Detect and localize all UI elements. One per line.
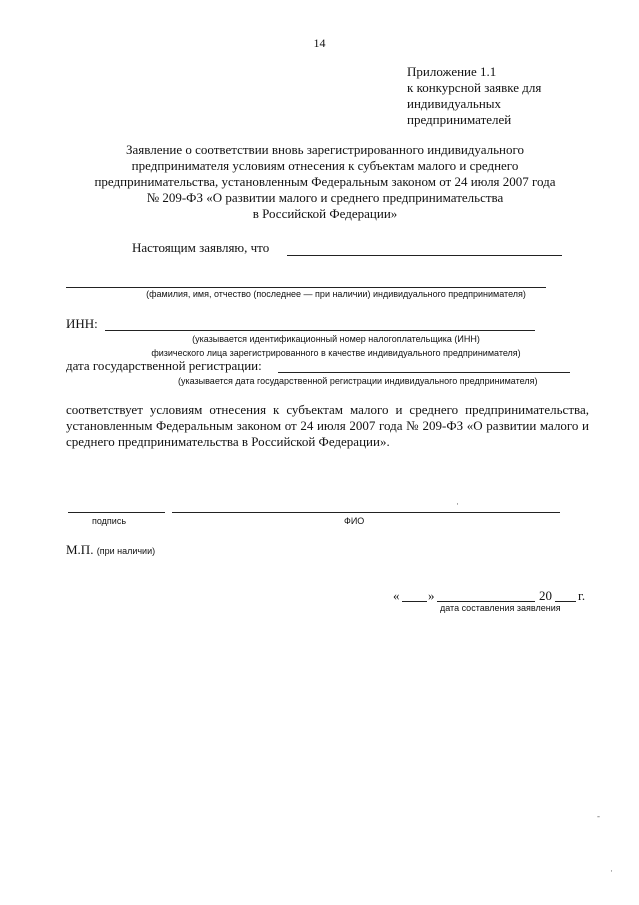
date-quote-open: « xyxy=(393,588,400,603)
date-year-fill-line[interactable] xyxy=(555,601,576,602)
signature-fio-caption: ФИО xyxy=(344,516,365,526)
registration-date-label: дата государственной регистрации: xyxy=(66,358,262,373)
document-title xyxy=(60,142,590,222)
title-line-1: Заявление о соответствии вновь зарегистрированного индивидуального xyxy=(125,142,525,157)
appendix-line-2: к конкурсной заявке для xyxy=(407,80,542,95)
inn-caption-line-2: физического лица зарегистрированного в качестве индивидуального предпринимателя) xyxy=(151,348,521,358)
date-quote-close: » xyxy=(428,588,435,603)
fio-fill-line[interactable] xyxy=(66,287,546,288)
stamp-place-label xyxy=(66,542,155,558)
registration-date-caption: (указывается дата государственной регистрации индивидуального предпринимателя) xyxy=(178,376,538,386)
title-line-5: в Российской Федерации» xyxy=(252,206,398,221)
title-line-4: № 209-ФЗ «О развитии малого и среднего предпринимательства xyxy=(146,190,504,205)
appendix-line-3: индивидуальных xyxy=(407,96,502,111)
declare-fill-line[interactable] xyxy=(287,255,562,256)
stamp-place-text: М.П. xyxy=(66,542,94,557)
scan-artifact-mark: · xyxy=(456,499,459,509)
stamp-place-note: (при наличии) xyxy=(96,546,156,556)
date-caption: дата составления заявления xyxy=(440,603,561,613)
page-number: 14 xyxy=(313,36,326,50)
scan-artifact-mark-3: · xyxy=(610,866,613,876)
appendix-header xyxy=(407,64,541,128)
signature-fio-fill-line[interactable] xyxy=(172,512,560,513)
appendix-line-1: Приложение 1.1 xyxy=(407,64,497,79)
date-year-suffix: г. xyxy=(578,588,586,603)
date-month-fill-line[interactable] xyxy=(437,601,535,602)
declaration-body: соответствует условиям отнесения к субъектам малого и среднего предпринимательства, установленным Федеральным законом от 24 июля 2007 года № 209-ФЗ «О развитии малого и среднего предпринимательства в Российской Федерации». xyxy=(66,402,589,449)
signature-fill-line[interactable] xyxy=(68,512,165,513)
scan-artifact-mark-2: - xyxy=(597,811,600,821)
declare-label: Настоящим заявляю, что xyxy=(132,240,270,255)
inn-fill-line[interactable] xyxy=(105,330,535,331)
fio-caption: (фамилия, имя, отчество (последнее — при наличии) индивидуального предпринимателя) xyxy=(146,289,526,299)
inn-caption-line-1: (указывается идентификационный номер налогоплательщика (ИНН) xyxy=(192,334,480,344)
registration-date-fill-line[interactable] xyxy=(278,372,570,373)
appendix-line-4: предпринимателей xyxy=(407,112,512,127)
inn-label: ИНН: xyxy=(66,316,98,331)
signature-caption: подпись xyxy=(92,516,127,526)
title-line-3: предпринимательства, установленным Федеральным законом от 24 июля 2007 года xyxy=(94,174,556,189)
title-line-2: предпринимателя условиям отнесения к субъектам малого и среднего xyxy=(131,158,519,173)
date-year-prefix: 20 xyxy=(539,588,552,603)
date-day-fill-line[interactable] xyxy=(402,601,427,602)
